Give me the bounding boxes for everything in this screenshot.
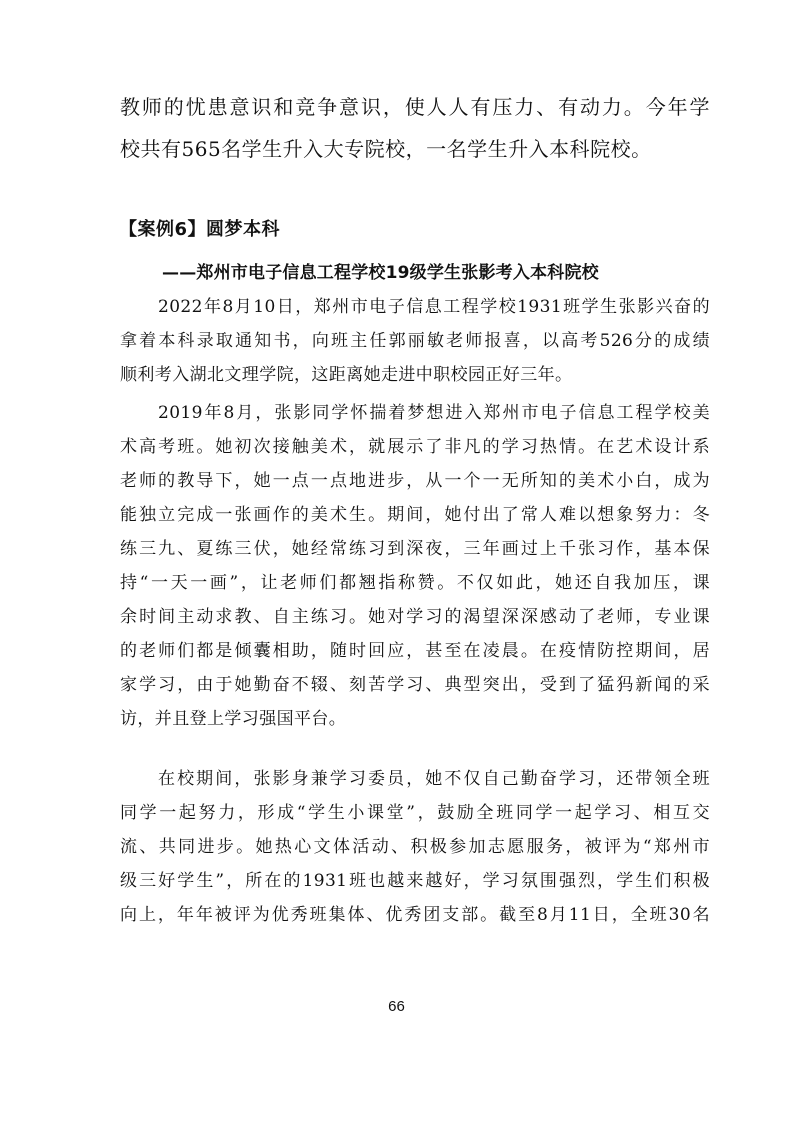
text-line: 顺利考入湖北文理学院，这距离她走进中职校园正好三年。 (120, 365, 573, 385)
text-line: 拿着本科录取通知书，向班主任郭丽敏老师报喜，以高考526分的成绩 (120, 331, 710, 351)
text-line: 2022年8月10日，郑州市电子信息工程学校1931班学生张影兴奋的 (158, 297, 710, 317)
text-line: 持“一天一画”，让老师们都翘指称赞。不仅如此，她还自我加压，课 (120, 573, 710, 593)
case-title: 【案例6】圆梦本科 (119, 219, 281, 240)
paragraph-1 (120, 290, 710, 392)
text-line: 练三九、夏练三伏，她经常练习到深夜，三年画过上千张习作，基本保 (120, 539, 710, 559)
text-line: 访，并且登上学习强国平台。 (120, 709, 347, 729)
text-line: 流、共同进步。她热心文体活动、积极参加志愿服务，被评为“郑州市 (120, 837, 710, 857)
text-line: 向上，年年被评为优秀班集体、优秀团支部。截至8月11日，全班30名 (120, 905, 710, 925)
text-line: 2019年8月，张影同学怀揣着梦想进入郑州市电子信息工程学校美 (158, 403, 710, 423)
text-line: 余时间主动求教、自主练习。她对学习的渴望深深感动了老师，专业课 (120, 607, 710, 627)
text-line: 能独立完成一张画作的美术生。期间，她付出了常人难以想象努力：冬 (120, 505, 710, 525)
paragraph-3 (120, 762, 710, 932)
text-line: 级三好学生”，所在的1931班也越来越好，学习氛围强烈，学生们积极 (120, 871, 710, 891)
text-line: 术高考班。她初次接触美术，就展示了非凡的学习热情。在艺术设计系 (120, 437, 710, 457)
text-line: 老师的教导下，她一点一点地进步，从一个一无所知的美术小白，成为 (120, 471, 710, 491)
text-line: 教师的忧患意识和竞争意识，使人人有压力、有动力。今年学 (120, 95, 710, 119)
paragraph-2 (120, 396, 710, 736)
text-line: 家学习，由于她勤奋不辍、刻苦学习、典型突出，受到了猛犸新闻的采 (120, 675, 710, 695)
page-number: 66 (388, 998, 405, 1015)
text-line: 在校期间，张影身兼学习委员，她不仅自己勤奋学习，还带领全班 (158, 769, 710, 789)
text-line: 校共有565名学生升入大专院校，一名学生升入本科院校。 (120, 137, 652, 161)
text-line: 的老师们都是倾囊相助，随时回应，甚至在凌晨。在疫情防控期间，居 (120, 641, 710, 661)
text-line: 同学一起努力，形成“学生小课堂”，鼓励全班同学一起学习、相互交 (120, 803, 710, 823)
intro-paragraph (120, 86, 710, 170)
case-subtitle: ——郑州市电子信息工程学校19级学生张影考入本科院校 (162, 263, 599, 283)
